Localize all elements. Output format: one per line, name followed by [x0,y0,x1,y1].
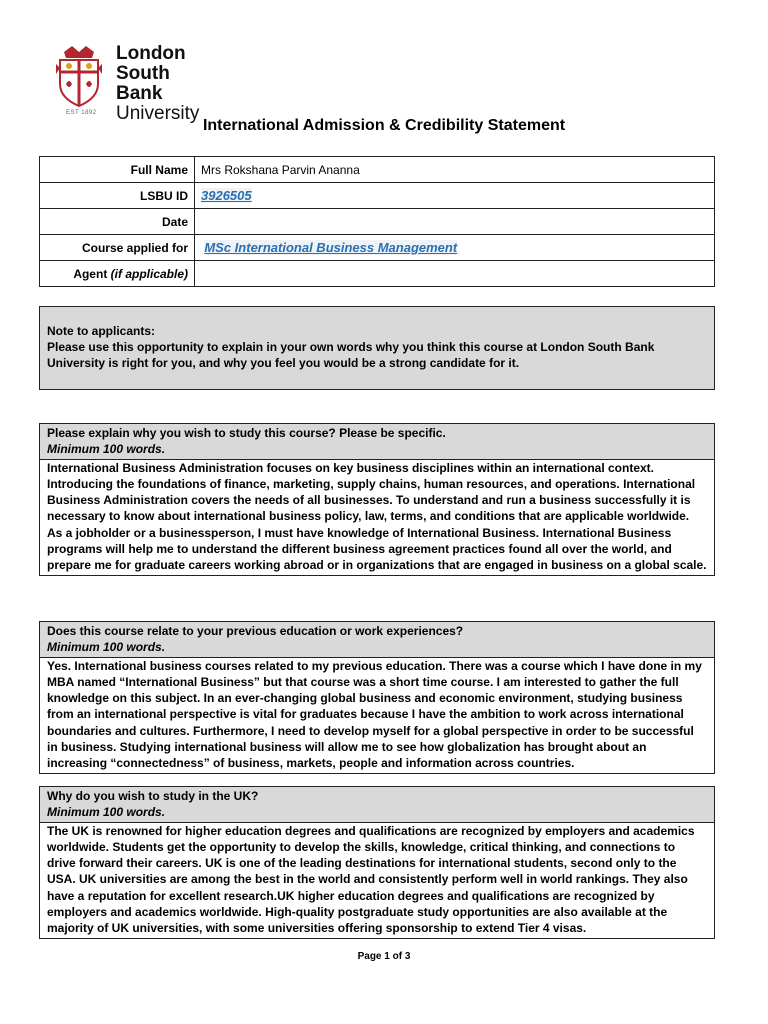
table-row [40,157,715,183]
question-text: Does this course relate to your previous education or work experiences? [47,624,464,638]
answer-text: The UK is renowned for higher education degrees and qualifications are recognized by employers and academics worldwide. Students get the opportunity to develop the skills, knowledge, critical thinking, and connections to drive forward their careers. UK is one of the leading destinations for international students, second only to the USA. UK universities are among the best in the world and consistently perform well in world rankings. They also have a reputation for excellent research.UK higher education degrees and qualifications are recognized by employers and academics worldwide. High-quality postgraduate study opportunities are also available at the majority of UK universities, with some universities offering sponsorship to extend Tier 4 visas. [47,823,695,936]
minimum-words: Minimum 100 words. [47,805,166,820]
agent-label-text: Agent [73,266,108,281]
full-name-label: Full Name [40,157,195,183]
minimum-words: Minimum 100 words. [47,442,166,457]
logo-wordmark [116,44,216,124]
page-number: Page 1 of 3 [357,951,411,962]
logo-line-3: University [116,103,200,124]
logo-line-1: London [116,43,186,64]
question-block-3 [39,786,715,939]
table-row [40,183,715,209]
lsbu-id-link[interactable]: 3926505 [201,188,252,203]
course-link[interactable]: MSc International Business Management [204,240,458,255]
full-name-value: Mrs Rokshana Parvin Ananna [195,157,715,183]
minimum-words: Minimum 100 words. [47,640,166,655]
date-value [195,209,715,235]
question-block-1 [39,423,715,576]
question-block-2 [39,621,715,774]
question-text: Please explain why you wish to study this course? Please be specific. [47,426,446,440]
agent-label [40,261,195,287]
lsbu-id-label: LSBU ID [40,183,195,209]
answer-text: International Business Administration focuses on key business disciplines within an international context. Introducing the foundations of finance, marketing, supply chains, human resources, and operations. International Business Administration covers the needs of all businesses. To understand and run a business successfully it is necessary to know about international business policy, law, terms, and conditions that are applicable worldwide. As a jobholder or a businessperson, I must have knowledge of International Business. International Business programs will help me to understand the different business agreement practices found all over the world, and prepare me for graduate careers working abroad or in organizations that are engaged in business on a global scale. [47,460,707,573]
logo-line-2: South Bank [116,63,170,104]
answer-text: Yes. International business courses related to my previous education. There was a course which I have done in my MBA named “International Business” but that course was a short time course. I am interested to gather the full knowledge on this subject. In an ever-changing global business and economic environment, studying business from an international perspective is vital for graduates because I have the ambition to work across international boundaries and cultures. Furthermore, I need to develop myself for a global perspective in order to be successful in business. Studying international business will allow me to see how globalization has brought about an increasing “connectedness” of business, markets, people and information across countries. [47,658,702,771]
question-text: Why do you wish to study in the UK? [47,789,259,803]
table-row [40,261,715,287]
table-row [40,209,715,235]
question-header [40,424,714,460]
question-header [40,787,714,823]
table-row [40,235,715,261]
question-header [40,622,714,658]
course-cell [195,235,715,261]
note-text: Please use this opportunity to explain in your own words why you think this course at London South Bank University is right for you, and why you feel you would be a strong candidate for it. [47,340,655,370]
agent-value [195,261,715,287]
lsbu-id-cell [195,183,715,209]
agent-label-suffix: (if applicable) [110,266,188,281]
course-label: Course applied for [40,235,195,261]
university-crest-icon [54,44,104,108]
logo-established: EST 1892 [66,110,97,116]
date-label: Date [40,209,195,235]
note-to-applicants [39,306,715,390]
note-heading: Note to applicants: [47,324,156,338]
applicant-details-table [39,156,715,287]
page-title: International Admission & Credibility Statement [202,117,566,134]
university-logo [50,40,216,124]
